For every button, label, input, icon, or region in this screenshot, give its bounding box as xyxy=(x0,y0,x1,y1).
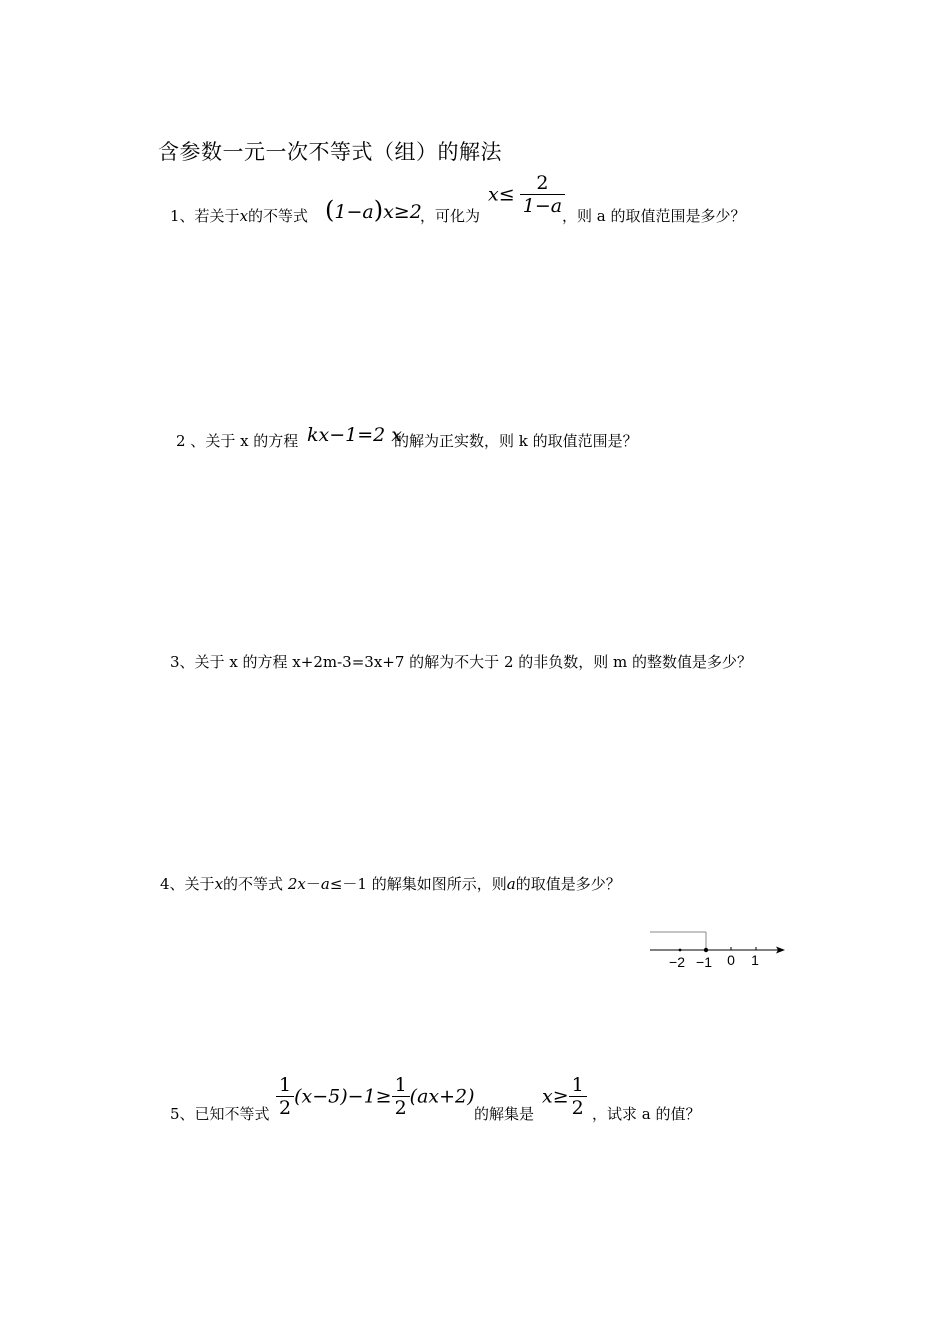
question-number: 5、 xyxy=(170,1105,195,1123)
fraction: $\frac{1}{2}$ xyxy=(276,1074,294,1119)
point-minus-2 xyxy=(679,949,682,952)
question-3: 3、关于 x 的方程 x+2m-3=3x+7 的解为不大于 2 的非负数，则 m 的整数值是多少？ xyxy=(170,653,753,671)
point-minus-1 xyxy=(704,948,708,952)
question-5-text-c: ，试求 a 的值？ xyxy=(592,1105,701,1123)
tick-label-minus-2: −2 xyxy=(669,954,685,970)
question-1-text-d: ，则 a 的取值范围是多少？ xyxy=(562,207,746,225)
question-2-equation: kx−1=2 x xyxy=(307,424,402,446)
question-1: 1、若关于x的不等式 xyxy=(170,207,309,225)
question-number: 2 、 xyxy=(176,432,206,450)
question-1-text-c: ，可化为 xyxy=(420,207,481,225)
question-number: 4、 xyxy=(160,875,185,893)
question-2: 2 、关于 x 的方程 xyxy=(176,432,299,450)
page-title: 含参数一元一次不等式（组）的解法 xyxy=(158,140,502,164)
question-5-text-b: 的解集是 xyxy=(474,1105,535,1123)
tick-label-minus-1: −1 xyxy=(696,954,712,970)
fraction: $\frac{2}{1-a}$ xyxy=(520,172,565,217)
fraction: $\frac{1}{2}$ xyxy=(392,1074,410,1119)
question-1-inequality: (1−a)x≥2 xyxy=(325,196,422,224)
question-4: 4、关于x的不等式 2x－a≤－1 的解集如图所示，则a的取值是多少？ xyxy=(160,875,621,893)
number-line-figure xyxy=(645,925,795,975)
tick-label-0: 0 xyxy=(727,952,735,968)
question-number: 3、 xyxy=(170,653,195,671)
tick-label-1: 1 xyxy=(751,952,759,968)
variable-x: x xyxy=(239,207,249,225)
question-5-solution: x≥ $\frac{1}{2}$ xyxy=(542,1074,587,1119)
question-5: 5、已知不等式 xyxy=(170,1105,270,1123)
question-5-inequality: $\frac{1}{2}$ (x−5)−1≥ $\frac{1}{2}$ (ax+2) xyxy=(276,1074,475,1119)
question-2-text-b: 的解为正实数，则 k 的取值范围是？ xyxy=(394,432,638,450)
question-1-result: x≤ $\frac{2}{1-a}$ xyxy=(488,172,565,217)
question-number: 1、 xyxy=(170,207,195,225)
fraction: $\frac{1}{2}$ xyxy=(569,1074,587,1119)
